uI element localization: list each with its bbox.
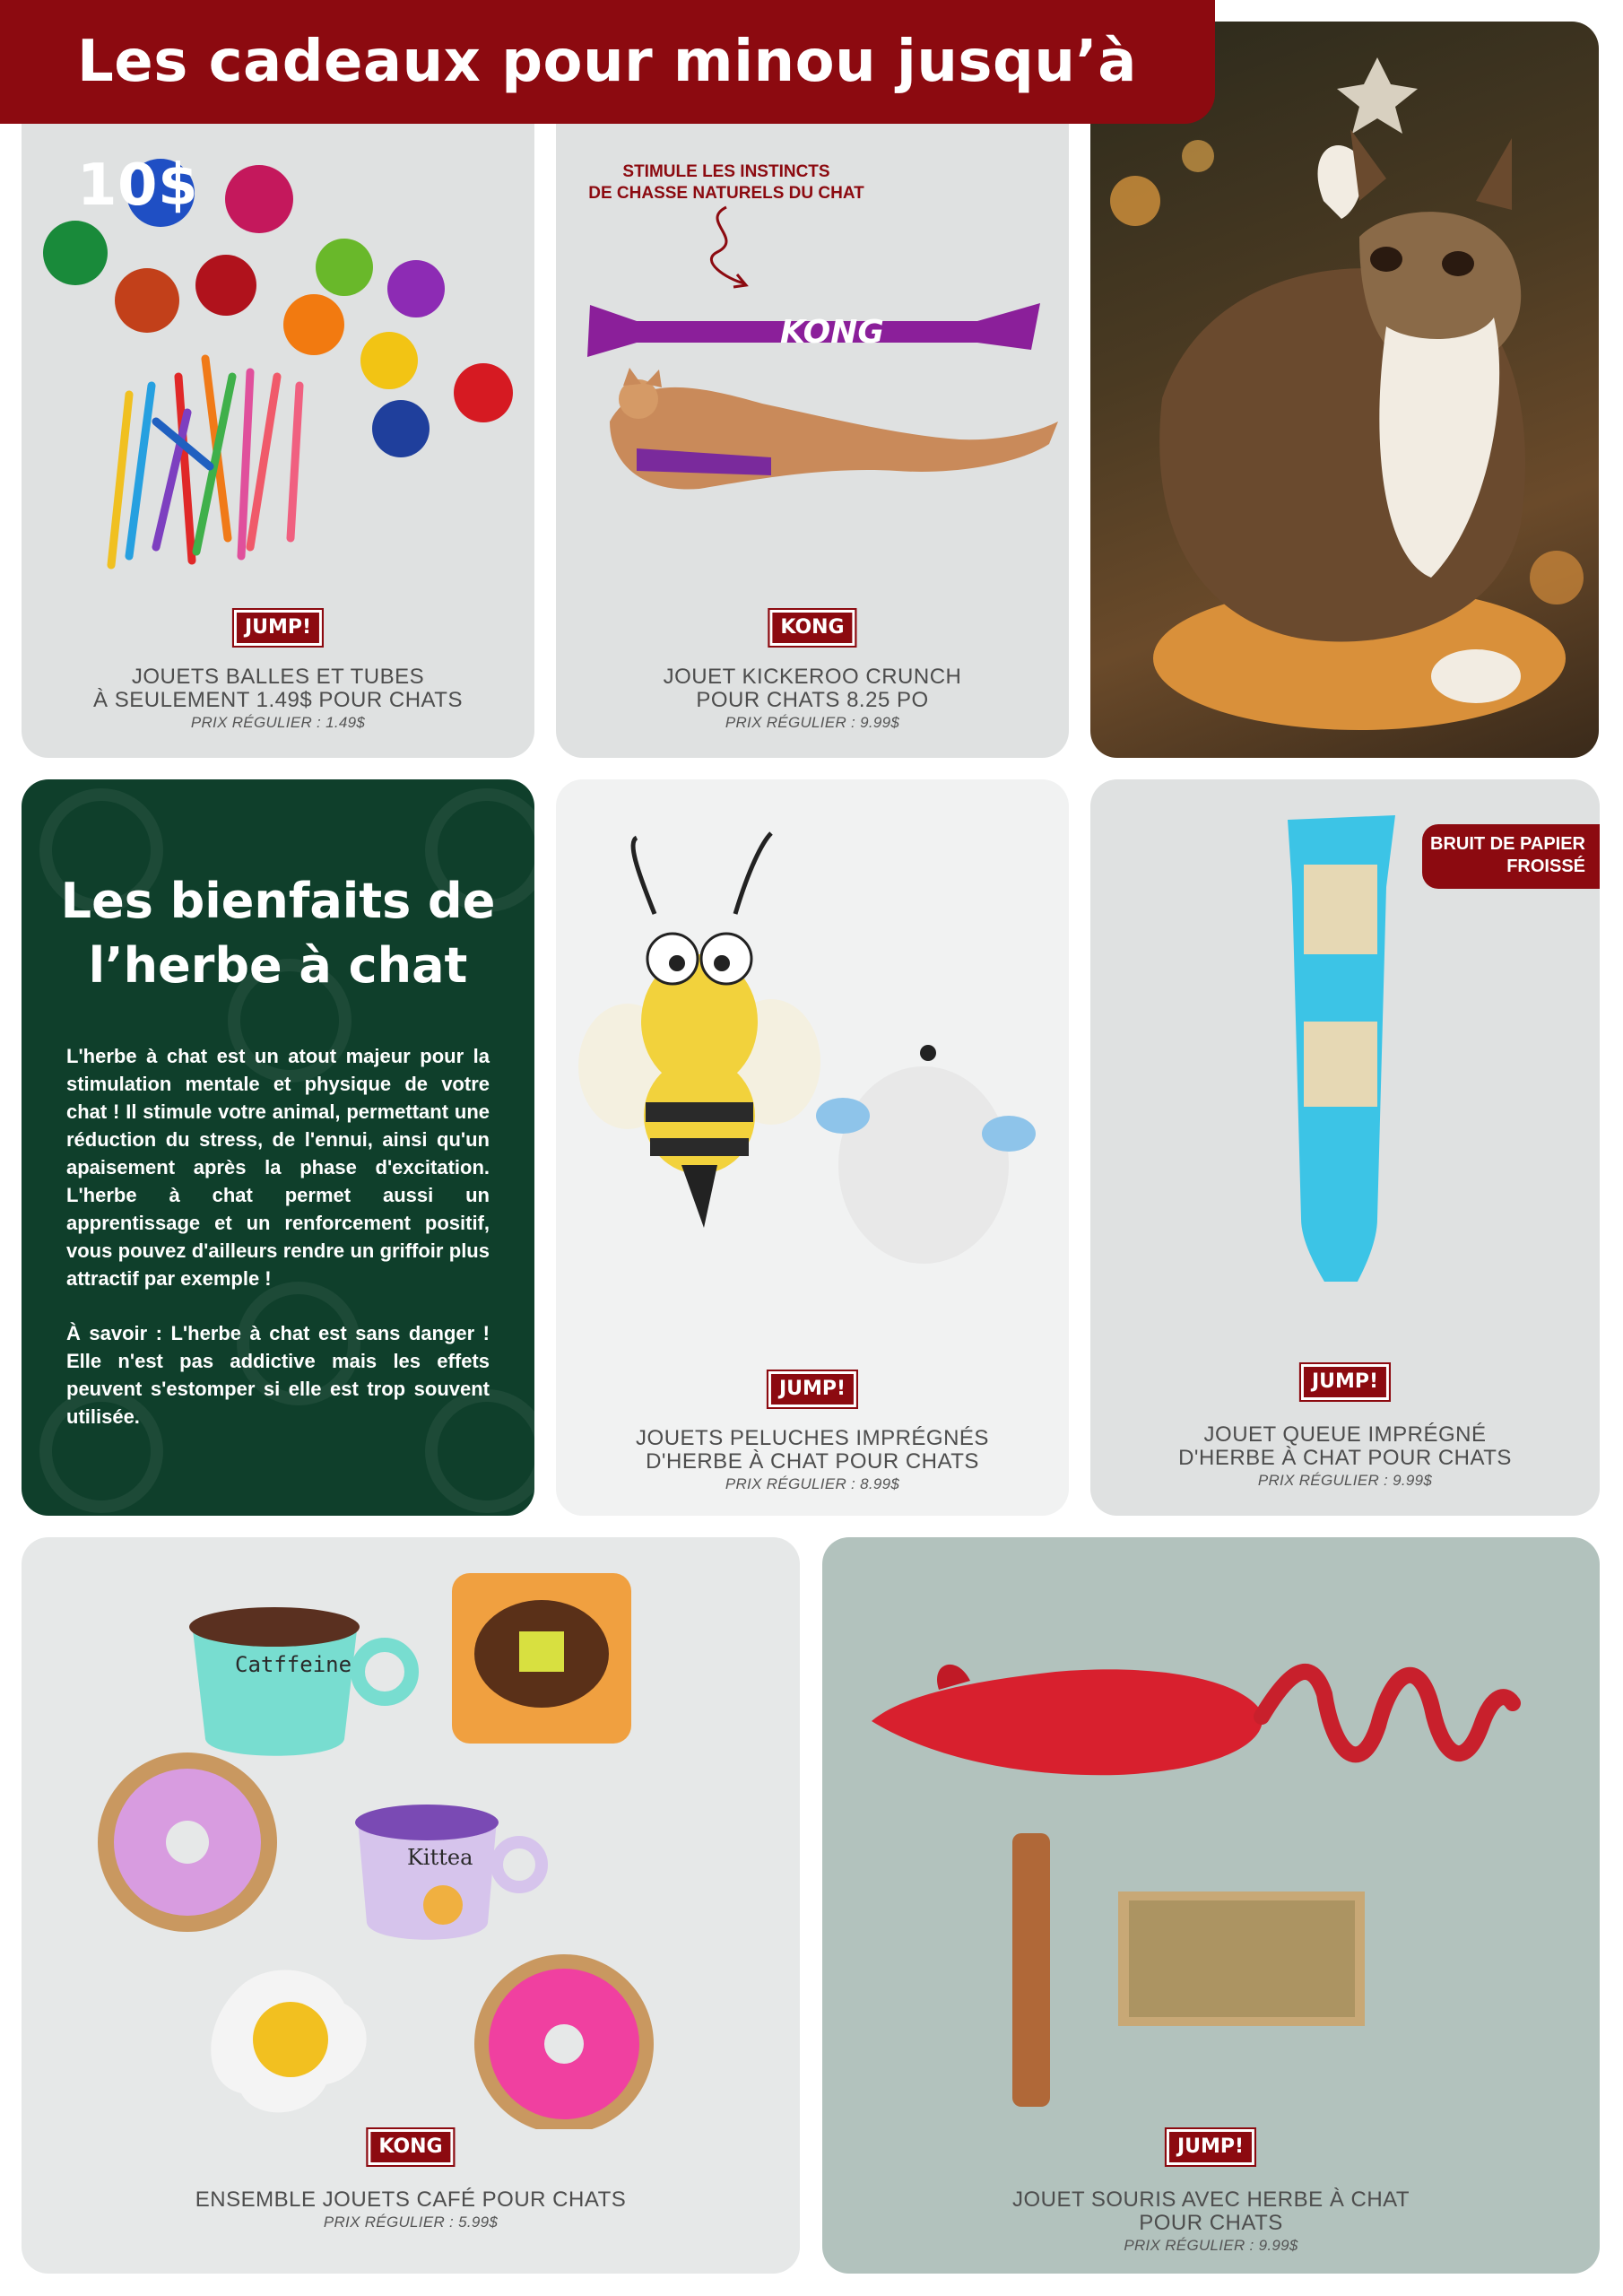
- brand-badge: KONG: [366, 2127, 455, 2167]
- product-title: JOUET SOURIS AVEC HERBE À CHAT: [1011, 2187, 1410, 2212]
- feature-note: STIMULE LES INSTINCTS: [622, 162, 830, 181]
- kong-toy-image: [556, 287, 1069, 556]
- product-title: D'HERBE À CHAT POUR CHATS: [646, 1449, 979, 1474]
- cup-label: Kittea: [407, 1845, 473, 1870]
- herb-title-line: Les bienfaits de: [60, 873, 496, 929]
- mouse-toy-image: [822, 1537, 1600, 2129]
- product-title: JOUETS BALLES ET TUBES: [131, 665, 425, 689]
- coffee-toys-image: [22, 1537, 800, 2129]
- regular-price: PRIX RÉGULIER : 8.99$: [725, 1475, 900, 1492]
- cup-label: Catffeine: [235, 1652, 352, 1677]
- regular-price: PRIX RÉGULIER : 9.99$: [725, 714, 900, 731]
- cat-illustration: [1090, 22, 1599, 758]
- product-title: POUR CHATS: [1139, 2211, 1283, 2235]
- product-card-tail[interactable]: [1090, 779, 1600, 1516]
- feature-tag-line: FROISSÉ: [1506, 857, 1585, 876]
- product-card-mouse[interactable]: [822, 1537, 1600, 2274]
- product-title: D'HERBE À CHAT POUR CHATS: [1178, 1446, 1512, 1470]
- regular-price: PRIX RÉGULIER : 1.49$: [190, 714, 366, 731]
- kong-toy-label: KONG: [780, 314, 884, 351]
- tail-toy-image: [1090, 779, 1600, 1282]
- herb-title: [22, 869, 534, 998]
- product-card-coffee-set[interactable]: [22, 1537, 800, 2274]
- product-title: À SEULEMENT 1.49$ POUR CHATS: [93, 688, 463, 712]
- product-title: JOUET QUEUE IMPRÉGNÉ: [1203, 1422, 1487, 1447]
- herb-paragraph-2: À savoir : L'herbe à chat est sans danger ! Elle n'est pas addictive mais les effets peuvent s'estomper si elle est trop souvent utilisée.: [66, 1322, 490, 1428]
- product-card-plush[interactable]: [556, 779, 1069, 1516]
- page-banner-title: Les cadeaux pour minou jusqu’à 10$: [0, 0, 1215, 124]
- brand-badge: JUMP!: [767, 1370, 858, 1409]
- brand-badge: JUMP!: [1165, 2127, 1256, 2167]
- herb-paragraph-1: L'herbe à chat est un atout majeur pour la stimulation mentale et physique de votre chat ! Il stimule votre animal, permettant une réduction du stress, de l'ennui, ainsi qu'un apaisement après la phase d'excitation. L'herbe à chat permet aussi un apprentissage et un renforcement positif, vous pouvez d'ailleurs rendre un griffoir plus attractif par exemple !: [66, 1045, 490, 1290]
- product-title: JOUET KICKEROO CRUNCH: [663, 665, 962, 689]
- regular-price: PRIX RÉGULIER : 9.99$: [1257, 1472, 1433, 1489]
- regular-price: PRIX RÉGULIER : 5.99$: [323, 2213, 499, 2231]
- catnip-info-panel: [22, 779, 534, 1516]
- cat-photo: [1090, 22, 1599, 758]
- brand-badge: JUMP!: [1299, 1362, 1391, 1402]
- brand-badge: KONG: [768, 608, 856, 648]
- feature-note: DE CHASSE NATURELS DU CHAT: [588, 184, 864, 203]
- regular-price: PRIX RÉGULIER : 9.99$: [1124, 2237, 1298, 2254]
- feature-tag-line: BRUIT DE PAPIER: [1430, 834, 1585, 854]
- plush-toys-image: [556, 779, 1069, 1282]
- product-title: JOUETS PELUCHES IMPRÉGNÉS: [636, 1426, 989, 1450]
- herb-title-line: l’herbe à chat: [88, 937, 468, 994]
- product-title: ENSEMBLE JOUETS CAFÉ POUR CHATS: [195, 2187, 627, 2212]
- product-title: POUR CHATS 8.25 PO: [696, 688, 929, 712]
- arrow-icon: [690, 203, 762, 292]
- brand-badge: JUMP!: [232, 608, 324, 648]
